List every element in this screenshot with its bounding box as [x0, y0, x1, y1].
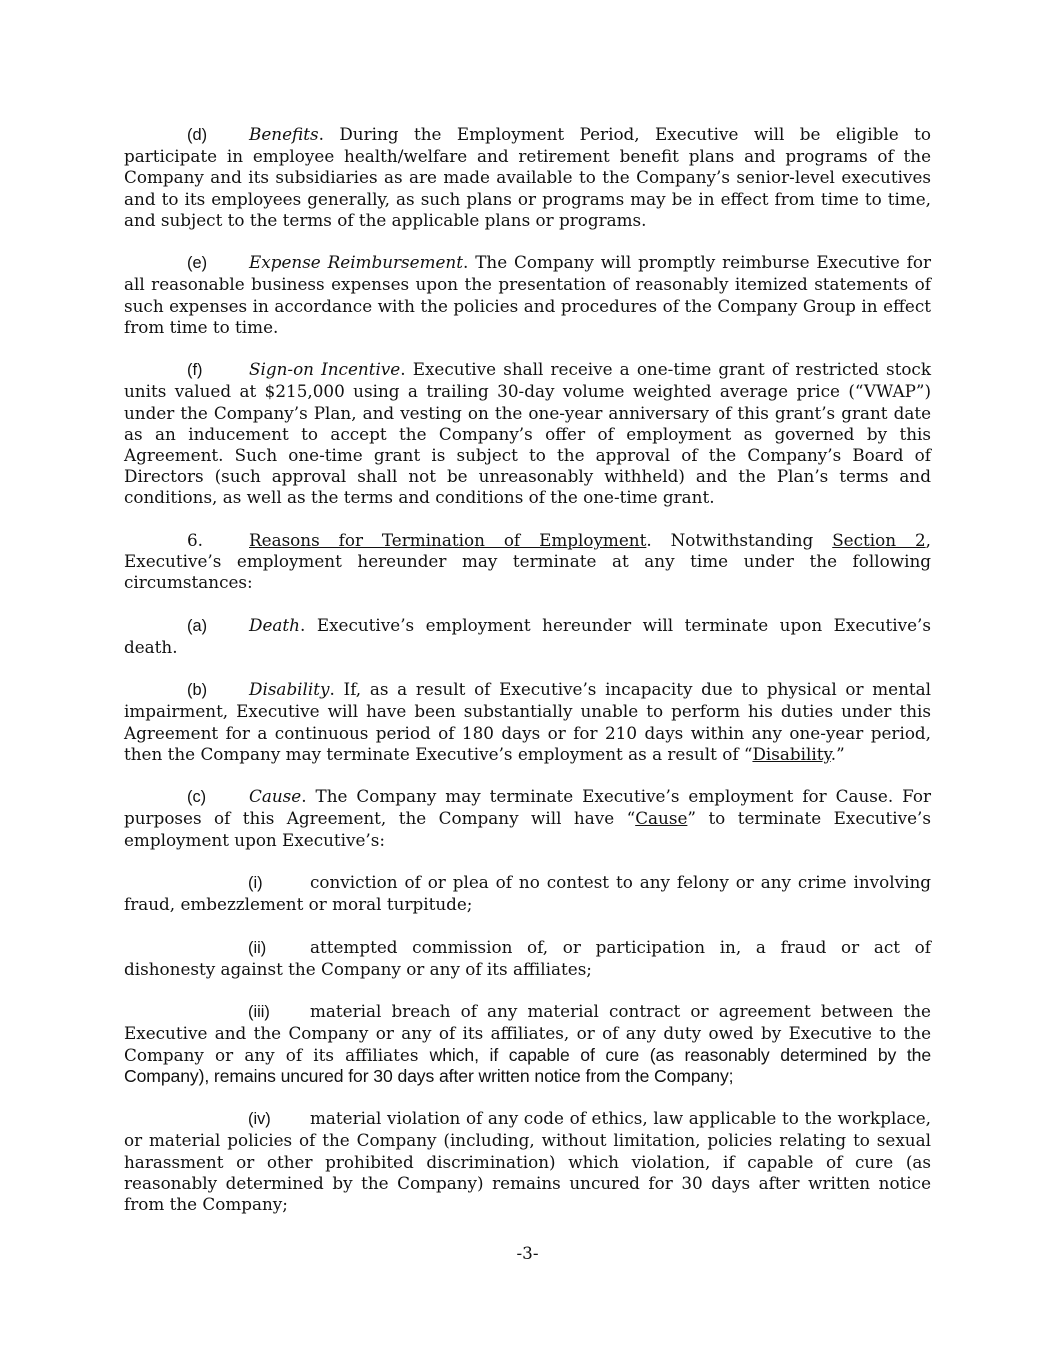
paragraph-text: . The Company may terminate Executive’s employment for Cause. For purposes of this Agreement, the Company will have “ [124, 786, 931, 829]
clause-text: material violation of any code of ethics, law applicable to the workplace, or material policies of the Company (including, without limitation, policies relating to sexual harassment or other prohibited discrimination) which violation, if capable of cure (as reasonably determined by the Company) remains uncured for 30 days after written notice from the Company; [124, 1108, 931, 1214]
section-text: , Executive’s employment hereunder may terminate at any time under the following circumstances: [124, 529, 931, 593]
paragraph-text: .” [830, 743, 845, 764]
paragraph-text: ” to terminate Executive’s employment upon Executive’s: [124, 808, 931, 850]
page-number: -3- [516, 1243, 539, 1263]
section-number: 6. [187, 529, 204, 550]
paragraph-text: . If, as a result of Executive’s incapacity due to physical or mental impairment, Executive will have been substantially unable to perform his duties under this Agreement for a continuous period of 180 days or for 210 days within any one-year period, then the Company may terminate Executive’s employment as a result of “ [124, 679, 931, 764]
paragraph-heading: Disability [249, 679, 330, 700]
section-cross-reference: Section 2 [832, 529, 926, 550]
paragraph-label: (e) [187, 254, 208, 273]
clause-iv [124, 1108, 931, 1215]
paragraph-text: . During the Employment Period, Executive will be eligible to participate in employee health/welfare and retirement benefit plans and programs of the Company and its subsidiaries as are made available to the Company’s senior-level executives and to its employees generally, as such plans or programs may be in effect from time to time, and subject to the terms of the applicable plans or programs. [124, 124, 931, 230]
section-heading: Reasons for Termination of Employment [249, 529, 647, 550]
defined-term: Disability [752, 743, 831, 764]
paragraph-text: . Executive shall receive a one-time grant of restricted stock units valued at $215,000 using a trailing 30-day volume weighted average price (“VWAP”) under the Company’s Plan, and vesting on the one-year anniversary of this grant’s grant date as an inducement to accept the Company’s offer of employment as governed by this Agreement. Such one-time grant is subject to the approval of the Company’s Board of Directors (such approval shall not be unreasonably withheld) and the Plan’s terms and conditions, as well as the terms and conditions of the one-time grant. [124, 359, 931, 508]
clause-text: attempted commission of, or participation in, a fraud or act of dishonesty against the Company or any of its affiliates; [124, 936, 931, 979]
paragraph-label: (b) [187, 681, 208, 700]
paragraph-e-expense-reimbursement [124, 252, 931, 338]
paragraph-heading: Expense Reimbursement [249, 252, 463, 273]
section-text: . Notwithstanding [646, 529, 833, 550]
clause-label: (iii) [248, 1003, 270, 1022]
paragraph-d-benefits [124, 124, 931, 231]
paragraph-label: (d) [187, 126, 208, 144]
paragraph-heading: Sign-on Incentive [249, 359, 401, 380]
paragraph-label: (a) [187, 616, 208, 635]
paragraph-heading: Death [249, 614, 300, 635]
defined-term: Cause [635, 808, 688, 829]
clause-iii [124, 1001, 931, 1087]
paragraph-c-cause [124, 786, 931, 851]
document-page [124, 124, 931, 1236]
paragraph-text: . The Company will promptly reimburse Executive for all reasonable business expenses upon the presentation of reasonably itemized statements of such expenses in accordance with the policies and procedures of the Company Group in effect from time to time. [124, 252, 931, 337]
clause-label: (ii) [248, 938, 267, 957]
paragraph-heading: Benefits [249, 124, 319, 144]
clause-ii [124, 937, 931, 980]
paragraph-heading: Cause [249, 786, 302, 807]
section-6-reasons-for-termination [124, 530, 931, 594]
clause-label: (iv) [248, 1110, 271, 1129]
paragraph-b-disability [124, 679, 931, 765]
paragraph-label: (c) [187, 788, 207, 807]
clause-text-inserted: which, if capable of cure (as reasonably determined by the Company), remains uncured for 30 days after written notice from the Company; [124, 1044, 931, 1086]
paragraph-text: . Executive’s employment hereunder will terminate upon Executive’s death. [124, 614, 931, 657]
paragraph-a-death [124, 615, 931, 658]
clause-i [124, 872, 931, 915]
paragraph-f-sign-on-incentive [124, 359, 931, 508]
clause-label: (i) [248, 874, 263, 892]
clause-text: material breach of any material contract or agreement between the Executive and the Company or any of its affiliates, or of any duty owed by Executive to the Company or any of its affiliates [124, 1001, 931, 1065]
clause-text: conviction of or plea of no contest to any felony or any crime involving fraud, embezzlement or moral turpitude; [124, 872, 931, 915]
paragraph-label: (f) [187, 361, 203, 380]
